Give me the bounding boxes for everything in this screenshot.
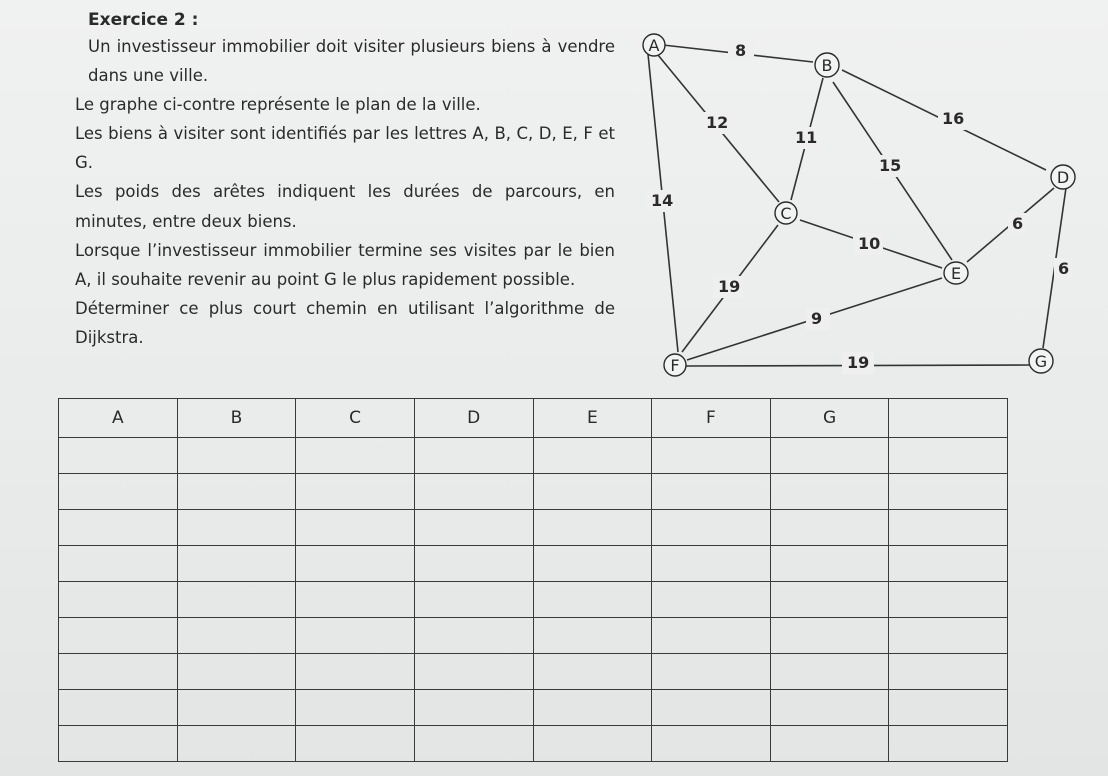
table-cell[interactable] bbox=[414, 474, 533, 510]
column-header-e: E bbox=[533, 399, 652, 438]
table-cell[interactable] bbox=[652, 582, 771, 618]
table-cell[interactable] bbox=[533, 582, 652, 618]
table-cell[interactable] bbox=[889, 690, 1008, 726]
column-header-c: C bbox=[296, 399, 415, 438]
table-cell[interactable] bbox=[414, 582, 533, 618]
weight-b-d: 16 bbox=[942, 109, 965, 128]
weight-c-f: 19 bbox=[718, 277, 741, 296]
weight-f-g: 19 bbox=[847, 353, 870, 372]
table-row bbox=[59, 546, 1008, 582]
table-cell[interactable] bbox=[296, 510, 415, 546]
table-cell[interactable] bbox=[296, 726, 415, 762]
table-cell[interactable] bbox=[652, 474, 771, 510]
table-cell[interactable] bbox=[296, 690, 415, 726]
table-cell[interactable] bbox=[59, 474, 178, 510]
table-cell[interactable] bbox=[770, 438, 889, 474]
table-cell[interactable] bbox=[889, 438, 1008, 474]
node-g-label: G bbox=[1034, 352, 1048, 371]
table-cell[interactable] bbox=[59, 438, 178, 474]
node-e-label: E bbox=[950, 264, 962, 283]
table-cell[interactable] bbox=[177, 654, 296, 690]
dijkstra-table-header-row bbox=[59, 399, 1008, 438]
weight-d-e: 6 bbox=[1012, 214, 1024, 233]
table-row bbox=[59, 510, 1008, 546]
table-cell[interactable] bbox=[414, 654, 533, 690]
table-cell[interactable] bbox=[533, 510, 652, 546]
table-cell[interactable] bbox=[59, 654, 178, 690]
table-cell[interactable] bbox=[652, 510, 771, 546]
table-cell[interactable] bbox=[533, 690, 652, 726]
table-cell[interactable] bbox=[770, 582, 889, 618]
table-cell[interactable] bbox=[177, 546, 296, 582]
table-cell[interactable] bbox=[414, 726, 533, 762]
statement-paragraph-4: Les poids des arêtes indiquent les durées de parcours, en minutes, entre deux biens. bbox=[75, 182, 615, 231]
exercise-statement bbox=[75, 32, 615, 352]
city-graph bbox=[620, 20, 1090, 390]
statement-paragraph-1: Un investisseur immobilier doit visiter plusieurs biens à vendre dans une ville. bbox=[88, 37, 615, 86]
table-cell[interactable] bbox=[414, 618, 533, 654]
weight-a-f: 14 bbox=[651, 191, 674, 210]
statement-paragraph-3: Les biens à visiter sont identifiés par les lettres A, B, C, D, E, F et G. bbox=[75, 124, 615, 173]
node-c-label: C bbox=[780, 204, 792, 223]
table-cell[interactable] bbox=[177, 510, 296, 546]
table-cell[interactable] bbox=[652, 726, 771, 762]
column-header-g: G bbox=[770, 399, 889, 438]
table-cell[interactable] bbox=[770, 510, 889, 546]
table-cell[interactable] bbox=[414, 510, 533, 546]
table-cell[interactable] bbox=[770, 618, 889, 654]
table-cell[interactable] bbox=[889, 582, 1008, 618]
table-cell[interactable] bbox=[414, 438, 533, 474]
column-header-a: A bbox=[59, 399, 178, 438]
table-cell[interactable] bbox=[652, 438, 771, 474]
table-cell[interactable] bbox=[59, 618, 178, 654]
table-cell[interactable] bbox=[59, 510, 178, 546]
table-cell[interactable] bbox=[533, 654, 652, 690]
column-header-extra bbox=[889, 399, 1008, 438]
node-d-label: D bbox=[1056, 168, 1070, 187]
table-cell[interactable] bbox=[770, 546, 889, 582]
table-cell[interactable] bbox=[652, 654, 771, 690]
weight-d-g: 6 bbox=[1058, 259, 1070, 278]
table-cell[interactable] bbox=[296, 582, 415, 618]
table-cell[interactable] bbox=[296, 546, 415, 582]
table-row bbox=[59, 654, 1008, 690]
table-cell[interactable] bbox=[889, 474, 1008, 510]
table-cell[interactable] bbox=[296, 618, 415, 654]
statement-paragraph-2: Le graphe ci-contre représente le plan de la ville. bbox=[75, 95, 481, 115]
table-cell[interactable] bbox=[889, 510, 1008, 546]
weight-b-c: 11 bbox=[795, 128, 818, 147]
table-row bbox=[59, 438, 1008, 474]
table-cell[interactable] bbox=[296, 438, 415, 474]
table-cell[interactable] bbox=[533, 546, 652, 582]
statement-paragraph-6: Déterminer ce plus court chemin en utilisant l’algorithme de Dijkstra. bbox=[75, 298, 615, 347]
column-header-b: B bbox=[177, 399, 296, 438]
table-cell[interactable] bbox=[652, 546, 771, 582]
table-cell[interactable] bbox=[770, 654, 889, 690]
dijkstra-table bbox=[58, 398, 1008, 762]
weight-c-e: 10 bbox=[858, 234, 881, 253]
table-cell[interactable] bbox=[177, 726, 296, 762]
node-b-label: B bbox=[821, 56, 833, 75]
weight-e-f: 9 bbox=[811, 309, 823, 328]
weight-a-c: 12 bbox=[706, 113, 729, 132]
table-cell[interactable] bbox=[533, 438, 652, 474]
table-cell[interactable] bbox=[59, 582, 178, 618]
table-cell[interactable] bbox=[770, 474, 889, 510]
table-row bbox=[59, 474, 1008, 510]
table-cell[interactable] bbox=[59, 726, 178, 762]
table-cell[interactable] bbox=[177, 474, 296, 510]
node-a-label: A bbox=[648, 36, 660, 55]
table-row bbox=[59, 618, 1008, 654]
weight-b-e: 15 bbox=[879, 156, 902, 175]
table-cell[interactable] bbox=[533, 474, 652, 510]
table-cell[interactable] bbox=[414, 546, 533, 582]
table-cell[interactable] bbox=[889, 654, 1008, 690]
table-cell[interactable] bbox=[770, 690, 889, 726]
column-header-d: D bbox=[414, 399, 533, 438]
table-row bbox=[59, 726, 1008, 762]
weight-a-b: 8 bbox=[735, 41, 747, 60]
table-cell[interactable] bbox=[59, 690, 178, 726]
table-cell[interactable] bbox=[770, 726, 889, 762]
table-cell[interactable] bbox=[59, 546, 178, 582]
table-cell[interactable] bbox=[652, 618, 771, 654]
table-cell[interactable] bbox=[296, 474, 415, 510]
table-cell[interactable] bbox=[533, 726, 652, 762]
statement-paragraph-5: Lorsque l’investisseur immobilier termine ses visites par le bien A, il souhaite revenir au point G le plus rapidement possible. bbox=[75, 240, 615, 289]
table-row bbox=[59, 582, 1008, 618]
table-cell[interactable] bbox=[177, 618, 296, 654]
table-row bbox=[59, 690, 1008, 726]
table-cell[interactable] bbox=[889, 546, 1008, 582]
table-cell[interactable] bbox=[414, 690, 533, 726]
table-cell[interactable] bbox=[177, 582, 296, 618]
table-cell[interactable] bbox=[652, 690, 771, 726]
exercise-title: Exercice 2 : bbox=[88, 10, 199, 30]
column-header-f: F bbox=[652, 399, 771, 438]
dijkstra-table-body bbox=[59, 438, 1008, 762]
node-f-label: F bbox=[670, 356, 680, 375]
table-cell[interactable] bbox=[533, 618, 652, 654]
table-cell[interactable] bbox=[177, 438, 296, 474]
table-cell[interactable] bbox=[889, 726, 1008, 762]
table-cell[interactable] bbox=[296, 654, 415, 690]
table-cell[interactable] bbox=[177, 690, 296, 726]
table-cell[interactable] bbox=[889, 618, 1008, 654]
